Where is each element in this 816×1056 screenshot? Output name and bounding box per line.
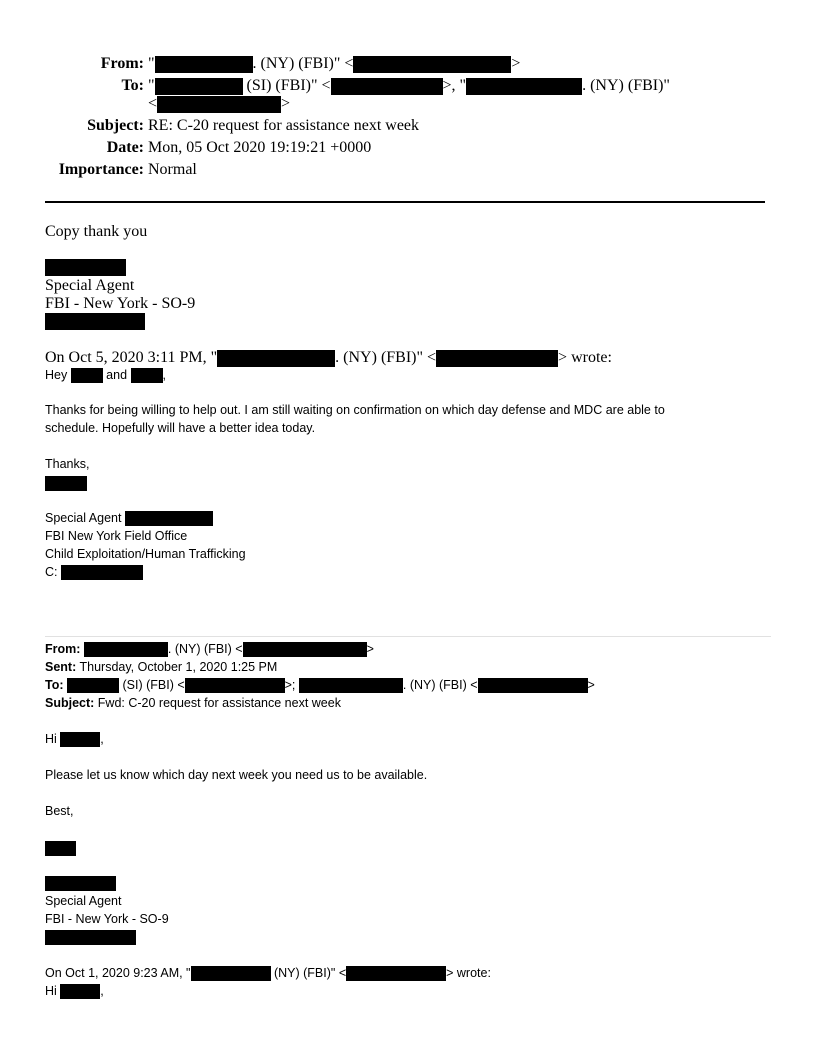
signature-office: FBI - New York - SO-9 — [45, 295, 196, 312]
redaction-block — [61, 565, 143, 580]
message-divider — [45, 636, 771, 637]
fwd-sent: Sent: Thursday, October 1, 2020 1:25 PM — [45, 660, 278, 674]
importance-value: Normal — [148, 161, 197, 178]
redaction-block — [45, 876, 116, 891]
closing: Thanks, — [45, 457, 90, 471]
redaction-block — [71, 368, 103, 383]
importance-label: Importance: — [58, 161, 144, 178]
date-value: Mon, 05 Oct 2020 19:19:21 +0000 — [148, 139, 372, 156]
redaction-block — [191, 966, 271, 981]
redaction-block — [45, 313, 145, 330]
header-divider — [45, 201, 765, 203]
fwd-to: To: (SI) (FBI) < >; . (NY) (FBI) < > — [45, 678, 595, 692]
greeting: Hey and , — [45, 368, 166, 382]
redaction-block — [157, 96, 281, 113]
redaction-block — [466, 78, 582, 95]
redaction-block — [243, 642, 367, 657]
signature-title: Special Agent — [45, 277, 135, 294]
signature-office: FBI New York Field Office — [45, 529, 188, 543]
redaction-block — [353, 56, 511, 73]
greeting: Hi , — [45, 984, 104, 998]
fwd-from: From: . (NY) (FBI) < > — [45, 642, 374, 656]
closing: Best, — [45, 804, 74, 818]
redaction-block — [185, 678, 285, 693]
redaction-block — [125, 511, 213, 526]
redaction-block — [478, 678, 588, 693]
quote-intro: On Oct 1, 2020 9:23 AM, " (NY) (FBI)" < > wrote: — [45, 966, 491, 980]
redaction-block — [155, 78, 243, 95]
redaction-block — [299, 678, 403, 693]
from-value: " . (NY) (FBI)" < > — [148, 55, 521, 72]
signature-title: Special Agent — [45, 510, 213, 527]
subject-value: RE: C-20 request for assistance next week — [148, 117, 420, 134]
signature-title: Special Agent — [45, 894, 122, 908]
to-value: " (SI) (FBI)" < >, " . (NY) (FBI)" — [148, 77, 670, 94]
paragraph-line-1: Thanks for being willing to help out. I am still waiting on confirmation on which day defense and MDC are able to — [45, 403, 665, 417]
redaction-block — [217, 350, 335, 367]
redaction-block — [436, 350, 558, 367]
from-label: From: — [100, 55, 144, 72]
redaction-block — [45, 930, 136, 945]
to-value-line2: < > — [148, 95, 291, 112]
redaction-block — [155, 56, 253, 73]
redaction-block — [45, 841, 76, 856]
to-label: To: — [121, 77, 144, 94]
redaction-block — [45, 259, 126, 276]
reply-text: Copy thank you — [45, 223, 148, 240]
redaction-block — [60, 984, 100, 999]
signature-office: FBI - New York - SO-9 — [45, 912, 169, 926]
redaction-block — [60, 732, 100, 747]
redaction-block — [84, 642, 168, 657]
paragraph-line-1: Please let us know which day next week you need us to be available. — [45, 768, 428, 782]
redaction-block — [346, 966, 446, 981]
redaction-block — [331, 78, 443, 95]
subject-label: Subject: — [87, 117, 144, 134]
redaction-block — [67, 678, 119, 693]
greeting: Hi , — [45, 732, 104, 746]
paragraph-line-2: schedule. Hopefully will have a better idea today. — [45, 421, 316, 435]
fwd-subject: Subject: Fwd: C-20 request for assistance next week — [45, 696, 341, 710]
signature-phone: C: — [45, 564, 143, 581]
redaction-block — [45, 476, 87, 491]
date-label: Date: — [106, 139, 144, 156]
redaction-block — [131, 368, 163, 383]
signature-unit: Child Exploitation/Human Trafficking — [45, 547, 246, 561]
quote-intro: On Oct 5, 2020 3:11 PM, " . (NY) (FBI)" < > wrote: — [45, 349, 612, 366]
